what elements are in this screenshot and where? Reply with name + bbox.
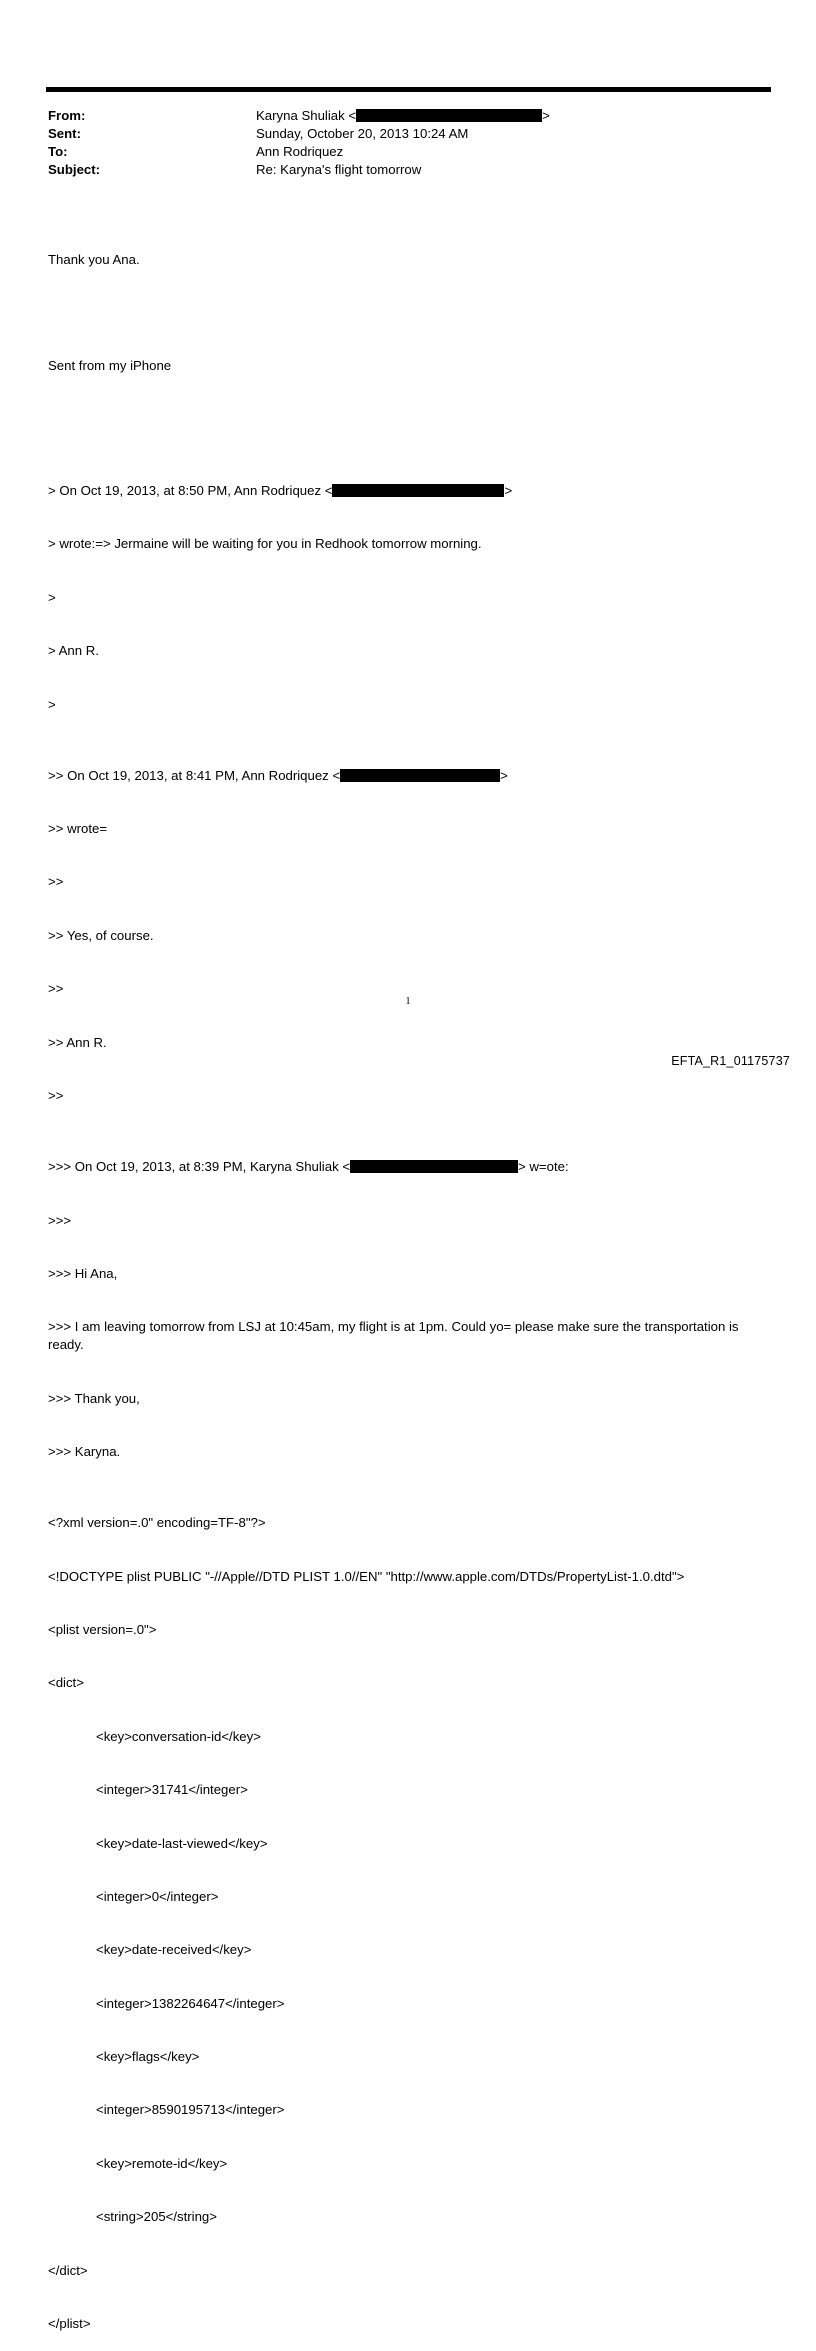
from-label: From: [48,108,86,123]
quote-line: >> [48,1088,64,1104]
plist-line: <!DOCTYPE plist PUBLIC "-//Apple//DTD PLIST 1.0//EN" "http://www.apple.com/DTDs/PropertyList-1.0.dtd"> [48,1568,685,1584]
quote-line [48,767,768,785]
quote-line: >> [48,874,64,890]
quote-line: >> wrote= [48,821,108,837]
quote-line: >>> Karyna. [48,1443,121,1459]
plist-line: <key>remote-id</key> [96,2155,228,2171]
sent-row [48,125,748,143]
plist-line: </dict> [48,2262,88,2278]
quote-line: > wrote:=> Jermaine will be waiting for you in Redhook tomorrow morning. [48,536,482,552]
plist-line: <key>date-received</key> [96,1942,252,1958]
quote-bracket: > w=ote: [518,1159,569,1175]
quote-line: > [48,696,56,712]
quote-line: >>> [48,1212,72,1228]
redaction-bar [350,1160,518,1173]
quote-bracket: > [504,482,513,498]
redaction-bar [340,769,500,782]
page-number: 1 [405,996,411,1007]
plist-line: <dict> [48,1675,84,1691]
plist-line: <integer>0</integer> [96,1888,219,1904]
plist-line: </plist> [48,2316,91,2332]
sent-value: Sunday, October 20, 2013 10:24 AM [256,126,469,141]
plist-line: <key>date-last-viewed</key> [96,1835,268,1851]
quote-line: >>> Thank you, [48,1390,140,1406]
subject-value: Re: Karyna's flight tomorrow [256,162,422,177]
quote-text: > On Oct 19, 2013, at 8:50 PM, Ann Rodriquez < [48,482,333,498]
signature-line: Sent from my iPhone [48,358,172,374]
from-bracket: > [542,108,550,123]
redaction-bar [356,109,542,122]
bates-number: EFTA_R1_01175737 [671,1054,790,1068]
quote-line: >>> I am leaving tomorrow from LSJ at 10:45am, my flight is at 1pm. Could yo= please make sure the transportation is ready. [48,1319,739,1353]
to-label: To: [48,144,68,159]
quote-line [48,482,768,500]
quote-text: >>> On Oct 19, 2013, at 8:39 PM, Karyna Shuliak < [48,1159,351,1175]
redaction-bar [332,484,504,497]
plist-line: <string>205</string> [96,2209,217,2225]
blank-line [48,304,768,322]
to-value: Ann Rodriquez [256,144,344,159]
from-row [48,107,748,125]
quote-line: >>> Hi Ana, [48,1266,118,1282]
plist-line: <integer>1382264647</integer> [96,1995,285,2011]
greeting-line: Thank you Ana. [48,251,140,267]
quote-line: > Ann R. [48,643,99,659]
quote-bracket: > [500,767,508,783]
sent-label: Sent: [48,126,81,141]
plist-line: <plist version=.0"> [48,1621,157,1637]
subject-label: Subject: [48,162,101,177]
plist-line: <key>flags</key> [96,2049,200,2065]
quote-line: >> Yes, of course. [48,927,154,943]
plist-line: <?xml version=.0" encoding=TF-8"?> [48,1515,266,1531]
quote-line: > [48,589,56,605]
from-name: Karyna Shuliak < [256,108,357,123]
blank-line [48,411,768,429]
message-body [48,215,768,2351]
to-row [48,143,748,161]
quote-text: >> On Oct 19, 2013, at 8:41 PM, Ann Rodriquez < [48,767,341,783]
subject-row [48,161,748,179]
plist-line: <key>conversation-id</key> [96,1728,261,1744]
header-rule [46,87,771,92]
quote-line: >> Ann R. [48,1034,107,1050]
from-value [256,107,550,125]
plist-line: <integer>8590195713</integer> [96,2102,285,2118]
quote-line: >> [48,981,64,997]
plist-line: <integer>31741</integer> [96,1782,248,1798]
quote-line [48,1158,768,1176]
